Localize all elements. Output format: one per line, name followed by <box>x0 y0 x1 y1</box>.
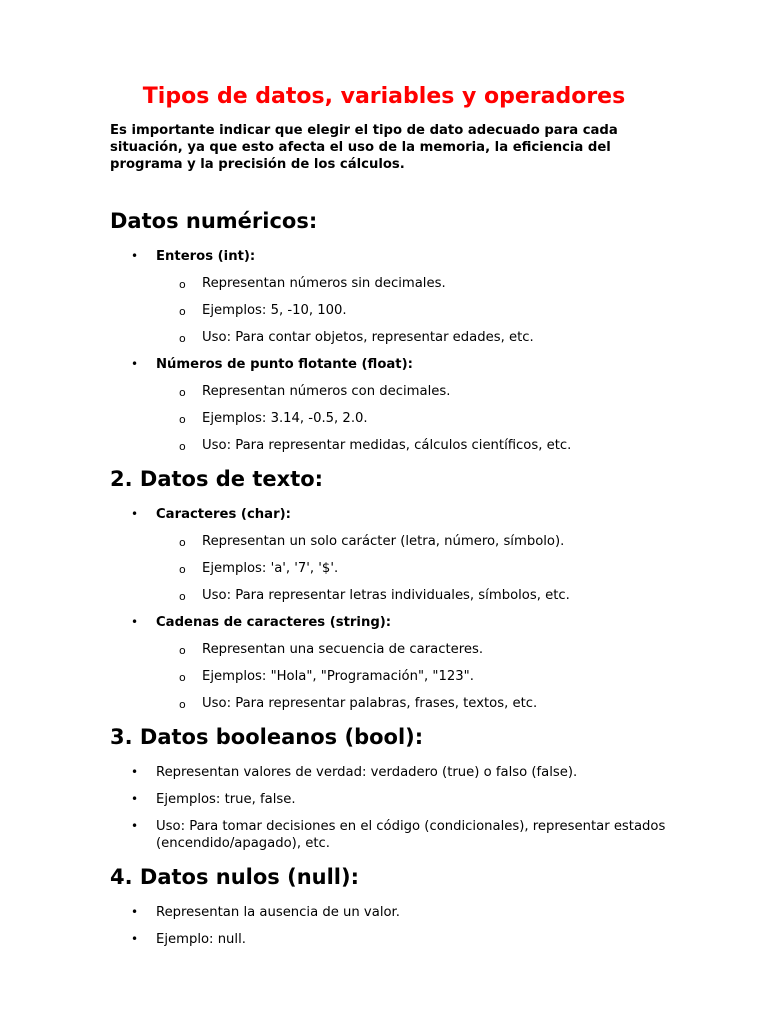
list-item <box>110 248 666 346</box>
item-label: Números de punto flotante (float): <box>156 357 413 372</box>
sub-list-item: o Ejemplos: "Hola", "Programación", "123". <box>156 668 666 685</box>
sub-list <box>156 641 666 712</box>
list-item: • Ejemplos: true, false. <box>110 791 666 808</box>
sub-list <box>156 383 666 454</box>
section-heading: Datos numéricos: <box>110 209 318 233</box>
sub-list-item: o Ejemplos: 5, -10, 100. <box>156 302 666 319</box>
item-label: Caracteres (char): <box>156 507 291 522</box>
page-title: Tipos de datos, variables y operadores <box>142 84 626 109</box>
list-item: • Ejemplo: null. <box>110 931 666 948</box>
section-datos-nulos <box>110 860 666 948</box>
list-item <box>110 614 666 712</box>
sub-list-item: o Uso: Para representar letras individuales, símbolos, etc. <box>156 587 666 604</box>
item-label: Enteros (int): <box>156 249 256 264</box>
document-body <box>110 204 666 956</box>
item-label: Cadenas de caracteres (string): <box>156 615 392 630</box>
sub-list-item: o Representan números sin decimales. <box>156 275 666 292</box>
list-item <box>110 506 666 604</box>
sub-list <box>156 275 666 346</box>
list-item: • Representan la ausencia de un valor. <box>110 904 666 921</box>
sub-list-item: o Uso: Para contar objetos, representar edades, etc. <box>156 329 666 346</box>
bullet-list <box>110 764 666 852</box>
list-item <box>110 356 666 454</box>
sub-list-item: o Representan un solo carácter (letra, número, símbolo). <box>156 533 666 550</box>
bullet-list <box>110 506 666 712</box>
bullet-list <box>110 904 666 948</box>
intro-paragraph: Es importante indicar que elegir el tipo de dato adecuado para cada situación, ya que esto afecta el uso de la memoria, la eficiencia del programa y la precisión de los cálculos. <box>110 123 618 172</box>
sub-list-item: o Uso: Para representar palabras, frases, textos, etc. <box>156 695 666 712</box>
section-datos-de-texto <box>110 462 666 712</box>
list-item: • Representan valores de verdad: verdadero (true) o falso (false). <box>110 764 666 781</box>
section-heading: 4. Datos nulos (null): <box>110 865 360 889</box>
sub-list-item: o Ejemplos: 'a', '7', '$'. <box>156 560 666 577</box>
section-heading: 3. Datos booleanos (bool): <box>110 725 424 749</box>
sub-list-item: o Ejemplos: 3.14, -0.5, 2.0. <box>156 410 666 427</box>
sub-list-item: o Uso: Para representar medidas, cálculos científicos, etc. <box>156 437 666 454</box>
section-datos-numericos <box>110 204 666 454</box>
bullet-list <box>110 248 666 454</box>
sub-list-item: o Representan una secuencia de caracteres. <box>156 641 666 658</box>
sub-list <box>156 533 666 604</box>
list-item: • Uso: Para tomar decisiones en el código (condicionales), representar estados (encendido/apagado), etc. <box>110 818 666 852</box>
section-datos-booleanos <box>110 720 666 852</box>
section-heading: 2. Datos de texto: <box>110 467 324 491</box>
sub-list-item: o Representan números con decimales. <box>156 383 666 400</box>
